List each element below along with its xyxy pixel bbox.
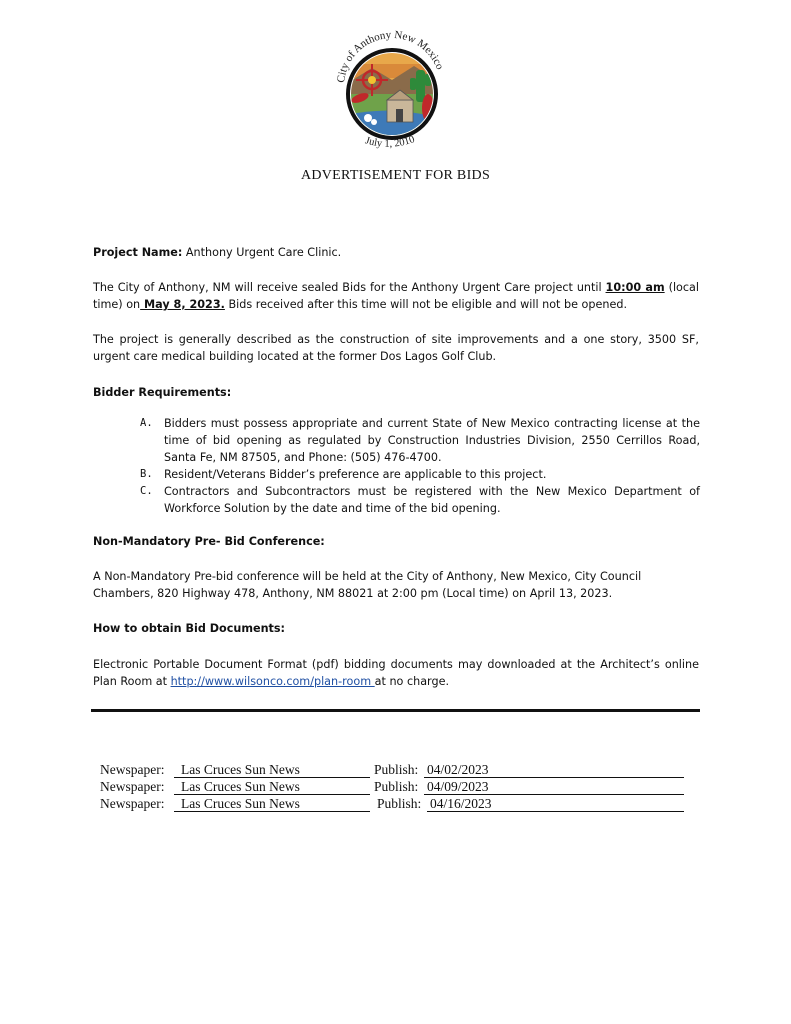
bidder-requirements-list (140, 415, 700, 517)
project-name-label: Project Name: (93, 246, 183, 259)
list-item-text: Contractors and Subcontractors must be registered with the New Mexico Department of Workforce Solution by the date and time of the bid opening. (164, 485, 700, 515)
publish-date: 04/02/2023 (427, 762, 489, 777)
newspaper-name: Las Cruces Sun News (181, 762, 300, 777)
list-item (140, 415, 700, 466)
deadline-intro: The City of Anthony, NM will receive sealed Bids for the Anthony Urgent Care project until (93, 281, 606, 294)
documents-paragraph (93, 656, 699, 690)
svg-text:July 1, 2010: July 1, 2010 (363, 134, 417, 150)
publish-label: Publish: (374, 779, 419, 794)
svg-text:City of Anthony New Mexico: City of Anthony New Mexico (335, 28, 446, 84)
list-item (140, 483, 700, 517)
list-item (140, 466, 700, 483)
project-description: The project is generally described as the construction of site improvements and a one story, 3500 SF, urgent care medical building located at the former Dos Lagos Golf Club. (93, 333, 699, 363)
conference-text: A Non-Mandatory Pre-bid conference will be held at the City of Anthony, New Mexico, City Council Chambers, 820 Highway 478, Anthony, NM 88021 at 2:00 pm (Local time) on April 13, 2023. (93, 570, 642, 600)
conference-heading: Non-Mandatory Pre- Bid Conference: (93, 535, 325, 548)
publish-label: Publish: (377, 796, 422, 811)
documents-outro: at no charge. (374, 675, 450, 688)
bid-deadline-paragraph (93, 279, 699, 313)
project-name-value: Anthony Urgent Care Clinic. (185, 246, 342, 259)
newspaper-label: Newspaper: (100, 762, 165, 777)
publish-date: 04/09/2023 (427, 779, 489, 794)
newspaper-label: Newspaper: (100, 796, 165, 811)
documents-intro: Electronic Portable Document Format (pdf) bidding documents may downloaded at the Architect’s online Plan Room at (93, 658, 699, 688)
bidder-requirements-heading: Bidder Requirements: (93, 386, 232, 399)
newspaper-name: Las Cruces Sun News (181, 796, 300, 811)
city-seal-logo (332, 24, 452, 164)
newspaper-label: Newspaper: (100, 779, 165, 794)
publish-date: 04/16/2023 (430, 796, 492, 811)
deadline-time: 10:00 am (605, 281, 665, 294)
plan-room-link[interactable]: http://www.wilsonco.com/plan-room (170, 675, 375, 688)
project-name-line (93, 244, 699, 261)
deadline-mid: (local time) on (93, 281, 700, 311)
documents-heading: How to obtain Bid Documents: (93, 622, 286, 635)
list-item-label: A. (140, 417, 153, 429)
page-title: ADVERTISEMENT FOR BIDS (300, 168, 491, 183)
newspaper-name: Las Cruces Sun News (181, 779, 300, 794)
section-divider (91, 709, 700, 712)
deadline-date: May 8, 2023. (140, 298, 225, 311)
deadline-note: Bids received after this time will not be eligible and will not be opened. (224, 298, 628, 311)
list-item-label: B. (140, 468, 153, 480)
list-item-text: Bidders must possess appropriate and current State of New Mexico contracting license at the time of bid opening as regulated by Construction Industries Division, 2550 Cerrillos Road, Santa Fe, NM 87505, and Phone: (505) 476-4700. (164, 417, 700, 464)
list-item-text: Resident/Veterans Bidder’s preference are applicable to this project. (164, 468, 547, 481)
publish-label: Publish: (374, 762, 419, 777)
list-item-label: C. (140, 485, 153, 497)
